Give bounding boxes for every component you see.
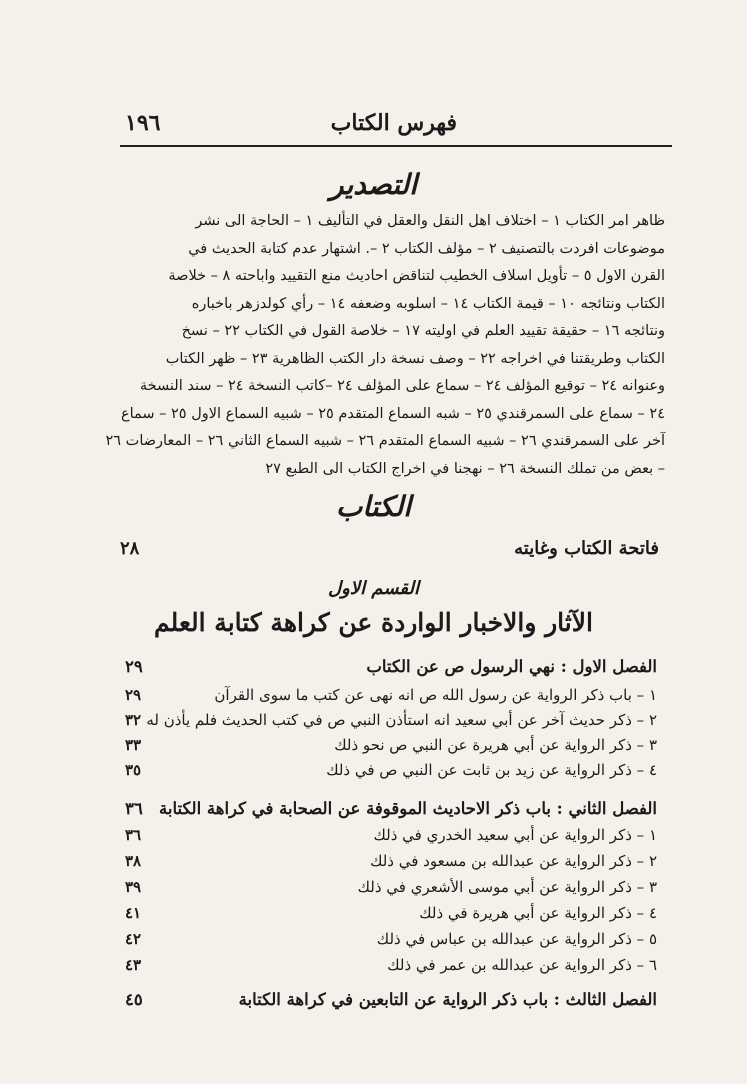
intro-line: الكتاب ونتائجه ١٠ – قيمة الكتاب ١٤ – اسلوبه وضعفه ١٤ – رأي كولدزهر باخباره (191, 295, 665, 312)
intro-line: وعنوانه ٢٤ – توقيع المؤلف ٢٤ – سماع على المؤلف ٢٤ –كاتب النسخة ٢٤ – سند النسخة (139, 378, 665, 394)
chapter-page: ٣٦ (125, 799, 143, 818)
part-label: القسم الاول (328, 578, 419, 599)
entry-page: ٣٦ (125, 826, 142, 844)
chapter-heading (125, 990, 657, 1016)
entry-label: ٣ – ذكر الرواية عن أبي هريرة عن النبي ص نحو ذلك (334, 736, 657, 754)
intro-paragraph (105, 208, 665, 483)
toc-entry (125, 711, 657, 735)
intro-line: ظاهر امر الكتاب ١ – اختلاف اهل النقل والعقل في التأليف ١ – الحاجة الى نشر (195, 213, 665, 229)
entry-label: ١ – ذكر الرواية عن أبي سعيد الخدري في ذلك (373, 826, 657, 844)
page-header (125, 110, 667, 142)
toc-entry (125, 826, 657, 850)
entry-page: ٤١ (125, 904, 142, 922)
intro-line: آخر على السمرقندي ٢٦ – شبيه السماع المتقدم ٢٦ – شبيه السماع الثاني ٢٦ – المعارضات ٢٦ (105, 433, 665, 449)
toc-entry (125, 686, 657, 710)
entry-page: ٤٢ (125, 930, 142, 948)
entry-page: ٣٩ (125, 878, 142, 896)
entry-page: ٣٥ (125, 761, 142, 779)
entry-label: ٤ – ذكر الرواية عن أبي هريرة في ذلك (419, 904, 657, 922)
toc-entry (125, 761, 657, 785)
entry-label: ٢ – ذكر الرواية عن عبدالله بن مسعود في ذلك (370, 852, 657, 870)
header-rule (120, 145, 672, 147)
intro-line: الكتاب وطريقتنا في اخراجه ٢٢ – وصف نسخة دار الكتب الظاهرية ٢٣ – ظهر الكتاب (165, 350, 665, 367)
chapter-page: ٤٥ (125, 990, 143, 1009)
intro-line: ٢٤ – سماع على السمرقندي ٢٥ – شبه السماع المتقدم ٢٥ – شبيه السماع الاول ٢٥ – سماع (120, 405, 665, 422)
chapter-label: الفصل الثاني : باب ذكر الاحاديث الموقوفة عن الصحابة في كراهة الكتابة (159, 799, 657, 818)
intro-line: – بعض من تملك النسخة ٢٦ – نهجنا في اخراج الكتاب الى الطبع ٢٧ (265, 460, 665, 477)
part-title: الآثار والاخبار الواردة عن كراهة كتابة العلم (154, 608, 593, 637)
section-heading-kitab: الكتاب (335, 490, 412, 523)
entry-label: ٤ – ذكر الرواية عن زيد بن ثابت عن النبي ص في ذلك (326, 761, 657, 779)
intro-line: القرن الاول ٥ – تأويل اسلاف الخطيب لتناقض احاديث منع التقييد واباحته ٨ – خلاصة (168, 268, 665, 284)
chapter-page: ٢٩ (125, 657, 143, 676)
toc-entry (125, 930, 657, 954)
intro-line: موضوعات افردت بالتصنيف ٢ – مؤلف الكتاب ٢ –. اشتهار عدم كتابة الحديث في (188, 240, 665, 257)
front-matter-label: فاتحة الكتاب وغايته (514, 538, 659, 559)
toc-entry (125, 956, 657, 980)
toc-entry (125, 904, 657, 928)
page-number: ١٩٦ (125, 110, 161, 136)
entry-label: ٣ – ذكر الرواية عن أبي موسى الأشعري في ذلك (357, 878, 657, 896)
entry-label: ٢ – ذكر حديث آخر عن أبي سعيد انه استأذن النبي ص في كتب الحديث فلم يأذن له (146, 711, 657, 729)
chapter-heading (125, 799, 657, 825)
toc-entry (125, 878, 657, 902)
toc-entry (125, 852, 657, 876)
chapter-label: الفصل الاول : نهي الرسول ص عن الكتاب (366, 657, 657, 676)
chapter-heading (125, 657, 657, 683)
header-title: فهرس الكتاب (330, 110, 457, 136)
entry-page: ٣٨ (125, 852, 142, 870)
chapter-label: الفصل الثالث : باب ذكر الرواية عن التابعين في كراهة الكتابة (238, 990, 657, 1009)
entry-label: ١ – باب ذكر الرواية عن رسول الله ص انه نهى عن كتب ما سوى القرآن (214, 686, 657, 704)
entry-page: ٣٢ (125, 711, 142, 729)
toc-entry (125, 736, 657, 760)
entry-page: ٤٣ (125, 956, 142, 974)
front-matter-entry (120, 538, 659, 562)
entry-page: ٣٣ (125, 736, 142, 754)
intro-line: ونتائجه ١٦ – حقيقة تقييد العلم في اوليته ١٧ – خلاصة القول في الكتاب ٢٢ – نسخ (181, 323, 665, 339)
section-heading-tasdir: التصدير (330, 168, 417, 201)
entry-label: ٥ – ذكر الرواية عن عبدالله بن عباس في ذلك (376, 930, 657, 948)
entry-page: ٢٩ (125, 686, 142, 704)
entry-label: ٦ – ذكر الرواية عن عبدالله بن عمر في ذلك (387, 956, 657, 974)
front-matter-page: ٢٨ (120, 538, 140, 559)
